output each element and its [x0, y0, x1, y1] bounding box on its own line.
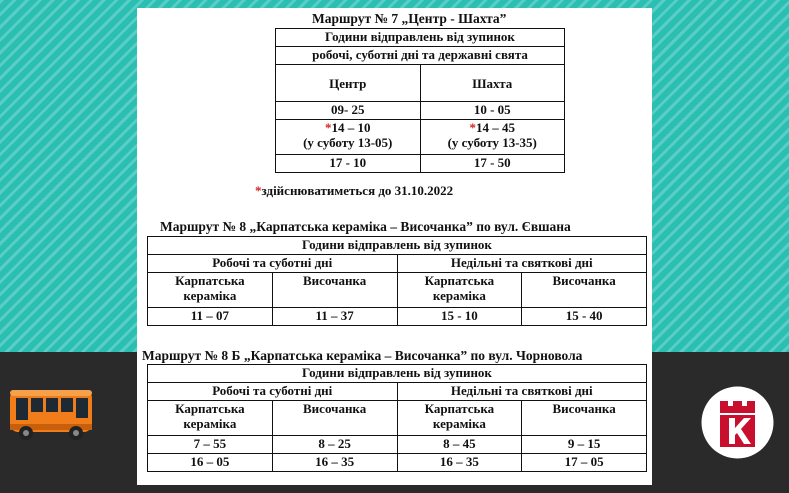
route8-stop-3: Карпатська кераміка	[397, 273, 522, 308]
route8b-stop-1: Карпатська кераміка	[148, 401, 273, 436]
table-row	[276, 120, 565, 155]
time: 14 – 45	[476, 120, 515, 135]
route7-header1: Години відправлень від зупинок	[276, 29, 565, 47]
route8b-group-holiday: Недільні та святкові дні	[397, 383, 647, 401]
asterisk: *	[325, 120, 332, 135]
route7-r2-a	[276, 120, 421, 155]
route8-stop-2: Височанка	[272, 273, 397, 308]
time-cell: 9 – 15	[522, 436, 647, 454]
route8b-stop-2: Височанка	[272, 401, 397, 436]
time: 14 – 10	[331, 120, 371, 135]
route8-group-holiday: Недільні та святкові дні	[397, 255, 647, 273]
table-row	[276, 155, 565, 173]
route7-col-mine: Шахта	[420, 65, 565, 102]
saturday-note: (у суботу 13-05)	[303, 135, 393, 150]
route8-header: Години відправлень від зупинок	[148, 237, 647, 255]
route8-table	[147, 236, 647, 326]
time-cell: 7 – 55	[148, 436, 273, 454]
route7-r1-a: 09- 25	[276, 102, 421, 120]
time-cell: 8 – 25	[272, 436, 397, 454]
route7-col-center: Центр	[276, 65, 421, 102]
time-cell: 16 – 35	[272, 454, 397, 472]
time-cell: 15 - 10	[397, 308, 522, 326]
route7-header2: робочі, суботні дні та державні свята	[276, 47, 565, 65]
saturday-note: (у суботу 13-35)	[447, 135, 537, 150]
time-cell: 11 – 37	[272, 308, 397, 326]
table-row	[148, 454, 647, 472]
asterisk: *	[469, 120, 476, 135]
route8b-table	[147, 364, 647, 472]
route8b-header: Години відправлень від зупинок	[148, 365, 647, 383]
route7-r3-b: 17 - 50	[420, 155, 565, 173]
k-logo	[700, 385, 775, 460]
time-cell: 17 – 05	[522, 454, 647, 472]
table-row	[276, 102, 565, 120]
route7-r3-a: 17 - 10	[276, 155, 421, 173]
time-cell: 15 - 40	[522, 308, 647, 326]
table-row	[148, 308, 647, 326]
route8b-stop-4: Височанка	[522, 401, 647, 436]
schedule-document	[137, 8, 652, 485]
route8b-group-weekday: Робочі та суботні дні	[148, 383, 398, 401]
bus-icon	[6, 382, 96, 448]
route8b-title: Маршрут № 8 Б „Карпатська кераміка – Височанка” по вул. Чорновола	[142, 348, 583, 363]
route8b-stop-3: Карпатська кераміка	[397, 401, 522, 436]
route7-footnote: *здійснюватиметься до 31.10.2022	[255, 183, 454, 198]
route8-title: Маршрут № 8 „Карпатська кераміка – Височанка” по вул. Євшана	[160, 219, 571, 234]
route8-stop-4: Височанка	[522, 273, 647, 308]
route7-table	[275, 28, 565, 173]
route7-title: Маршрут № 7 „Центр - Шахта”	[312, 11, 507, 26]
table-row	[148, 436, 647, 454]
route7-r2-b	[420, 120, 565, 155]
time-cell: 11 – 07	[148, 308, 273, 326]
time-cell: 16 – 35	[397, 454, 522, 472]
time-cell: 8 – 45	[397, 436, 522, 454]
route8-group-weekday: Робочі та суботні дні	[148, 255, 398, 273]
time-cell: 16 – 05	[148, 454, 273, 472]
asterisk: *	[255, 183, 262, 198]
route8-stop-1: Карпатська кераміка	[148, 273, 273, 308]
route7-r1-b: 10 - 05	[420, 102, 565, 120]
